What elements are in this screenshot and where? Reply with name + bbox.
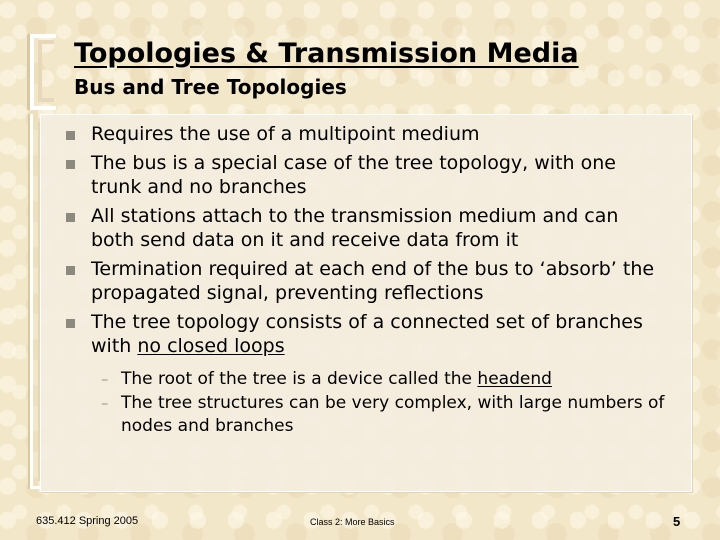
- bullet-text: The tree topology consists of a connected set of branches with: [91, 311, 643, 357]
- title-bracket-inner-decoration: [38, 40, 54, 102]
- list-item: [66, 151, 666, 199]
- dash-icon: –: [101, 370, 109, 388]
- sub-bullet-text: The tree structures can be very complex, with large numbers of nodes and branches: [121, 393, 665, 436]
- bullet-text: The bus is a special case of the tree topology, with one trunk and no branches: [91, 152, 616, 198]
- list-item: [66, 310, 666, 438]
- bullet-text: All stations attach to the transmission medium and can both send data on it and receive data from it: [91, 205, 619, 251]
- bullet-text: Requires the use of a multipoint medium: [91, 123, 480, 145]
- bullet-square-icon: [66, 131, 75, 140]
- sub-list-item: [91, 368, 666, 391]
- sub-bullet-list: [91, 368, 666, 438]
- slide-title: Topologies & Transmission Media: [74, 38, 579, 69]
- bullet-list: [66, 122, 666, 443]
- footer-course: 635.412 Spring 2005: [36, 515, 139, 527]
- slide-subtitle: Bus and Tree Topologies: [74, 75, 347, 99]
- bullet-underlined-text: no closed loops: [137, 335, 285, 357]
- bullet-square-icon: [66, 213, 75, 222]
- sub-bullet-text: The root of the tree is a device called the: [121, 369, 478, 389]
- list-item: [66, 204, 666, 252]
- sub-list-item: [91, 392, 666, 438]
- footer-lecture: Class 2: More Basics: [310, 517, 395, 527]
- sub-bullet-underlined-text: headend: [477, 369, 552, 389]
- bullet-text: Termination required at each end of the bus to ‘absorb’ the propagated signal, preventing reflections: [91, 258, 655, 304]
- dash-icon: –: [101, 394, 109, 412]
- bullet-square-icon: [66, 160, 75, 169]
- list-item: [66, 122, 666, 146]
- page-number: 5: [673, 514, 681, 529]
- bullet-square-icon: [66, 266, 75, 275]
- bullet-square-icon: [66, 319, 75, 328]
- list-item: [66, 257, 666, 305]
